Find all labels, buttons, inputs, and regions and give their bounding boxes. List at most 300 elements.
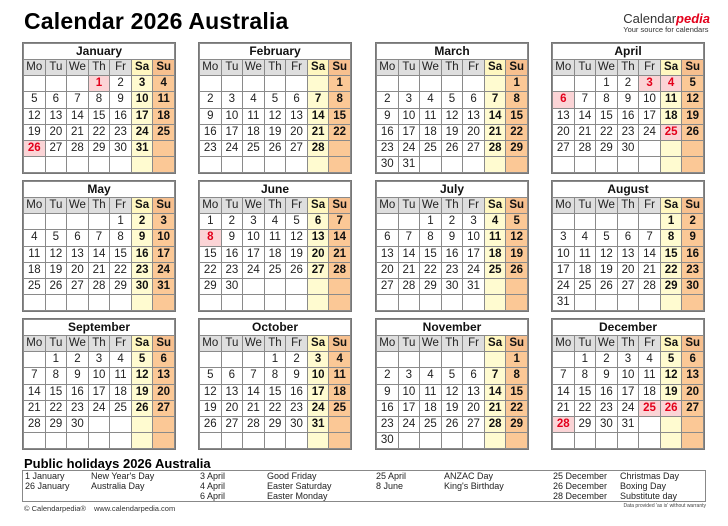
day-cell[interactable]: 31 (398, 157, 420, 173)
day-cell[interactable]: 13 (682, 368, 704, 384)
day-cell[interactable]: 1 (110, 214, 132, 230)
day-cell[interactable]: 7 (243, 368, 265, 384)
day-cell[interactable]: 25 (420, 416, 442, 432)
day-cell[interactable]: 16 (596, 384, 618, 400)
day-cell[interactable]: 31 (131, 140, 153, 156)
day-cell[interactable]: 11 (264, 230, 286, 246)
day-cell[interactable]: 20 (463, 400, 485, 416)
day-cell[interactable]: 13 (463, 108, 485, 124)
day-cell[interactable]: 3 (131, 76, 153, 92)
day-cell[interactable]: 15 (596, 108, 618, 124)
day-cell[interactable]: 18 (24, 262, 46, 278)
day-cell[interactable]: 30 (131, 278, 153, 294)
day-cell[interactable]: 8 (596, 92, 618, 108)
day-cell[interactable]: 1 (574, 352, 596, 368)
day-cell[interactable]: 11 (660, 92, 682, 108)
holiday-day-cell[interactable]: 8 (200, 230, 222, 246)
day-cell[interactable]: 20 (463, 124, 485, 140)
day-cell[interactable]: 8 (420, 230, 442, 246)
day-cell[interactable]: 9 (221, 230, 243, 246)
day-cell[interactable]: 6 (307, 214, 329, 230)
day-cell[interactable]: 27 (377, 278, 399, 294)
day-cell[interactable]: 11 (329, 368, 351, 384)
day-cell[interactable]: 14 (24, 384, 46, 400)
day-cell[interactable]: 9 (377, 384, 399, 400)
day-cell[interactable]: 30 (286, 416, 308, 432)
day-cell[interactable]: 7 (329, 214, 351, 230)
day-cell[interactable]: 30 (596, 416, 618, 432)
day-cell[interactable]: 30 (377, 157, 399, 173)
day-cell[interactable]: 31 (617, 416, 639, 432)
day-cell[interactable]: 24 (153, 262, 175, 278)
day-cell[interactable]: 27 (682, 400, 704, 416)
day-cell[interactable]: 4 (420, 92, 442, 108)
day-cell[interactable]: 3 (398, 368, 420, 384)
day-cell[interactable]: 22 (660, 262, 682, 278)
day-cell[interactable]: 1 (596, 76, 618, 92)
day-cell[interactable]: 6 (221, 368, 243, 384)
day-cell[interactable]: 8 (660, 230, 682, 246)
day-cell[interactable]: 15 (506, 108, 528, 124)
day-cell[interactable]: 3 (153, 214, 175, 230)
day-cell[interactable]: 18 (329, 384, 351, 400)
day-cell[interactable]: 16 (67, 384, 89, 400)
holiday-day-cell[interactable]: 25 (639, 400, 661, 416)
day-cell[interactable]: 28 (243, 416, 265, 432)
day-cell[interactable]: 14 (67, 108, 89, 124)
day-cell[interactable]: 14 (484, 384, 506, 400)
day-cell[interactable]: 7 (484, 368, 506, 384)
day-cell[interactable]: 3 (398, 92, 420, 108)
day-cell[interactable]: 19 (286, 246, 308, 262)
day-cell[interactable]: 16 (617, 108, 639, 124)
day-cell[interactable]: 18 (243, 124, 265, 140)
day-cell[interactable]: 27 (286, 140, 308, 156)
day-cell[interactable]: 9 (617, 92, 639, 108)
day-cell[interactable]: 22 (264, 400, 286, 416)
day-cell[interactable]: 11 (639, 368, 661, 384)
day-cell[interactable]: 20 (45, 124, 67, 140)
day-cell[interactable]: 5 (24, 92, 46, 108)
day-cell[interactable]: 27 (307, 262, 329, 278)
day-cell[interactable]: 2 (596, 352, 618, 368)
day-cell[interactable]: 17 (307, 384, 329, 400)
day-cell[interactable]: 11 (484, 230, 506, 246)
day-cell[interactable]: 22 (329, 124, 351, 140)
day-cell[interactable]: 25 (24, 278, 46, 294)
day-cell[interactable]: 31 (307, 416, 329, 432)
day-cell[interactable]: 8 (506, 368, 528, 384)
day-cell[interactable]: 2 (200, 92, 222, 108)
day-cell[interactable]: 5 (45, 230, 67, 246)
day-cell[interactable]: 6 (682, 352, 704, 368)
day-cell[interactable]: 4 (420, 368, 442, 384)
day-cell[interactable]: 21 (24, 400, 46, 416)
day-cell[interactable]: 11 (153, 92, 175, 108)
day-cell[interactable]: 18 (110, 384, 132, 400)
day-cell[interactable]: 18 (484, 246, 506, 262)
day-cell[interactable]: 21 (67, 124, 89, 140)
day-cell[interactable]: 29 (45, 416, 67, 432)
day-cell[interactable]: 14 (88, 246, 110, 262)
day-cell[interactable]: 26 (596, 278, 618, 294)
day-cell[interactable]: 30 (110, 140, 132, 156)
day-cell[interactable]: 13 (377, 246, 399, 262)
day-cell[interactable]: 9 (286, 368, 308, 384)
day-cell[interactable]: 12 (660, 368, 682, 384)
day-cell[interactable]: 13 (307, 230, 329, 246)
calendarpedia-logo[interactable] (623, 12, 710, 34)
day-cell[interactable]: 3 (553, 230, 575, 246)
day-cell[interactable]: 26 (286, 262, 308, 278)
day-cell[interactable]: 15 (110, 246, 132, 262)
day-cell[interactable]: 23 (200, 140, 222, 156)
day-cell[interactable]: 22 (88, 124, 110, 140)
day-cell[interactable]: 24 (131, 124, 153, 140)
day-cell[interactable]: 26 (506, 262, 528, 278)
day-cell[interactable]: 19 (264, 124, 286, 140)
day-cell[interactable]: 29 (574, 416, 596, 432)
day-cell[interactable]: 7 (639, 230, 661, 246)
day-cell[interactable]: 27 (617, 278, 639, 294)
day-cell[interactable]: 19 (24, 124, 46, 140)
day-cell[interactable]: 18 (574, 262, 596, 278)
day-cell[interactable]: 17 (553, 262, 575, 278)
day-cell[interactable]: 8 (45, 368, 67, 384)
day-cell[interactable]: 23 (617, 124, 639, 140)
day-cell[interactable]: 1 (264, 352, 286, 368)
day-cell[interactable]: 18 (420, 124, 442, 140)
day-cell[interactable]: 20 (221, 400, 243, 416)
day-cell[interactable]: 28 (329, 262, 351, 278)
day-cell[interactable]: 15 (574, 384, 596, 400)
holiday-day-cell[interactable]: 3 (639, 76, 661, 92)
day-cell[interactable]: 13 (45, 108, 67, 124)
day-cell[interactable]: 7 (307, 92, 329, 108)
day-cell[interactable]: 26 (682, 124, 704, 140)
day-cell[interactable]: 12 (441, 384, 463, 400)
day-cell[interactable]: 27 (221, 416, 243, 432)
day-cell[interactable]: 16 (377, 124, 399, 140)
day-cell[interactable]: 5 (660, 352, 682, 368)
day-cell[interactable]: 5 (131, 352, 153, 368)
day-cell[interactable]: 4 (639, 352, 661, 368)
day-cell[interactable]: 17 (131, 108, 153, 124)
day-cell[interactable]: 19 (131, 384, 153, 400)
day-cell[interactable]: 24 (463, 262, 485, 278)
day-cell[interactable]: 8 (574, 368, 596, 384)
day-cell[interactable]: 4 (574, 230, 596, 246)
day-cell[interactable]: 5 (682, 76, 704, 92)
day-cell[interactable]: 17 (153, 246, 175, 262)
day-cell[interactable]: 20 (617, 262, 639, 278)
day-cell[interactable]: 20 (153, 384, 175, 400)
day-cell[interactable]: 3 (617, 352, 639, 368)
day-cell[interactable]: 24 (398, 416, 420, 432)
day-cell[interactable]: 21 (553, 400, 575, 416)
day-cell[interactable]: 1 (329, 76, 351, 92)
day-cell[interactable]: 29 (596, 140, 618, 156)
day-cell[interactable]: 18 (264, 246, 286, 262)
day-cell[interactable]: 21 (329, 246, 351, 262)
day-cell[interactable]: 24 (553, 278, 575, 294)
day-cell[interactable]: 5 (200, 368, 222, 384)
day-cell[interactable]: 21 (307, 124, 329, 140)
day-cell[interactable]: 19 (441, 124, 463, 140)
day-cell[interactable]: 17 (617, 384, 639, 400)
day-cell[interactable]: 29 (506, 416, 528, 432)
day-cell[interactable]: 15 (45, 384, 67, 400)
day-cell[interactable]: 20 (682, 384, 704, 400)
day-cell[interactable]: 3 (307, 352, 329, 368)
day-cell[interactable]: 12 (264, 108, 286, 124)
day-cell[interactable]: 13 (463, 384, 485, 400)
day-cell[interactable]: 7 (24, 368, 46, 384)
day-cell[interactable]: 19 (45, 262, 67, 278)
day-cell[interactable]: 19 (506, 246, 528, 262)
day-cell[interactable]: 31 (553, 295, 575, 311)
day-cell[interactable]: 21 (574, 124, 596, 140)
day-cell[interactable]: 19 (441, 400, 463, 416)
day-cell[interactable]: 30 (67, 416, 89, 432)
day-cell[interactable]: 5 (441, 92, 463, 108)
day-cell[interactable]: 31 (153, 278, 175, 294)
day-cell[interactable]: 28 (307, 140, 329, 156)
day-cell[interactable]: 22 (110, 262, 132, 278)
day-cell[interactable]: 16 (110, 108, 132, 124)
day-cell[interactable]: 7 (553, 368, 575, 384)
day-cell[interactable]: 23 (286, 400, 308, 416)
day-cell[interactable]: 6 (67, 230, 89, 246)
day-cell[interactable]: 10 (553, 246, 575, 262)
day-cell[interactable]: 4 (264, 214, 286, 230)
day-cell[interactable]: 23 (221, 262, 243, 278)
day-cell[interactable]: 18 (153, 108, 175, 124)
day-cell[interactable]: 27 (463, 140, 485, 156)
day-cell[interactable]: 11 (110, 368, 132, 384)
website-link[interactable]: www.calendarpedia.com (93, 504, 176, 513)
day-cell[interactable]: 2 (617, 76, 639, 92)
holiday-day-cell[interactable]: 26 (24, 140, 46, 156)
day-cell[interactable]: 8 (329, 92, 351, 108)
day-cell[interactable]: 30 (441, 278, 463, 294)
day-cell[interactable]: 6 (45, 92, 67, 108)
day-cell[interactable]: 20 (286, 124, 308, 140)
day-cell[interactable]: 29 (420, 278, 442, 294)
day-cell[interactable]: 26 (264, 140, 286, 156)
day-cell[interactable]: 25 (329, 400, 351, 416)
day-cell[interactable]: 21 (639, 262, 661, 278)
day-cell[interactable]: 5 (264, 92, 286, 108)
day-cell[interactable]: 6 (377, 230, 399, 246)
holiday-day-cell[interactable]: 28 (553, 416, 575, 432)
day-cell[interactable]: 25 (420, 140, 442, 156)
day-cell[interactable]: 8 (88, 92, 110, 108)
day-cell[interactable]: 21 (243, 400, 265, 416)
day-cell[interactable]: 14 (307, 108, 329, 124)
day-cell[interactable]: 1 (506, 76, 528, 92)
day-cell[interactable]: 16 (682, 246, 704, 262)
day-cell[interactable]: 25 (574, 278, 596, 294)
day-cell[interactable]: 16 (131, 246, 153, 262)
day-cell[interactable]: 25 (484, 262, 506, 278)
day-cell[interactable]: 13 (553, 108, 575, 124)
day-cell[interactable]: 19 (596, 262, 618, 278)
day-cell[interactable]: 2 (110, 76, 132, 92)
holiday-day-cell[interactable]: 26 (660, 400, 682, 416)
day-cell[interactable]: 5 (441, 368, 463, 384)
day-cell[interactable]: 30 (617, 140, 639, 156)
day-cell[interactable]: 28 (484, 140, 506, 156)
day-cell[interactable]: 9 (682, 230, 704, 246)
day-cell[interactable]: 8 (264, 368, 286, 384)
day-cell[interactable]: 16 (221, 246, 243, 262)
day-cell[interactable]: 8 (506, 92, 528, 108)
day-cell[interactable]: 3 (463, 214, 485, 230)
day-cell[interactable]: 10 (131, 92, 153, 108)
day-cell[interactable]: 9 (377, 108, 399, 124)
day-cell[interactable]: 25 (110, 400, 132, 416)
day-cell[interactable]: 11 (420, 384, 442, 400)
day-cell[interactable]: 11 (420, 108, 442, 124)
day-cell[interactable]: 14 (484, 108, 506, 124)
day-cell[interactable]: 16 (441, 246, 463, 262)
day-cell[interactable]: 13 (617, 246, 639, 262)
day-cell[interactable]: 30 (221, 278, 243, 294)
day-cell[interactable]: 5 (286, 214, 308, 230)
day-cell[interactable]: 17 (398, 400, 420, 416)
day-cell[interactable]: 28 (398, 278, 420, 294)
holiday-day-cell[interactable]: 25 (660, 124, 682, 140)
day-cell[interactable]: 10 (307, 368, 329, 384)
day-cell[interactable]: 19 (660, 384, 682, 400)
day-cell[interactable]: 12 (682, 92, 704, 108)
day-cell[interactable]: 7 (88, 230, 110, 246)
day-cell[interactable]: 22 (596, 124, 618, 140)
day-cell[interactable]: 9 (67, 368, 89, 384)
day-cell[interactable]: 15 (660, 246, 682, 262)
day-cell[interactable]: 22 (200, 262, 222, 278)
day-cell[interactable]: 26 (441, 416, 463, 432)
day-cell[interactable]: 18 (639, 384, 661, 400)
day-cell[interactable]: 23 (377, 140, 399, 156)
day-cell[interactable]: 10 (243, 230, 265, 246)
day-cell[interactable]: 4 (243, 92, 265, 108)
day-cell[interactable]: 23 (441, 262, 463, 278)
day-cell[interactable]: 13 (286, 108, 308, 124)
day-cell[interactable]: 5 (596, 230, 618, 246)
day-cell[interactable]: 4 (329, 352, 351, 368)
day-cell[interactable]: 9 (441, 230, 463, 246)
day-cell[interactable]: 10 (398, 384, 420, 400)
day-cell[interactable]: 8 (110, 230, 132, 246)
day-cell[interactable]: 24 (639, 124, 661, 140)
day-cell[interactable]: 18 (420, 400, 442, 416)
day-cell[interactable]: 25 (264, 262, 286, 278)
day-cell[interactable]: 2 (377, 368, 399, 384)
day-cell[interactable]: 2 (377, 92, 399, 108)
day-cell[interactable]: 25 (243, 140, 265, 156)
day-cell[interactable]: 24 (88, 400, 110, 416)
day-cell[interactable]: 6 (617, 230, 639, 246)
day-cell[interactable]: 2 (682, 214, 704, 230)
day-cell[interactable]: 2 (286, 352, 308, 368)
day-cell[interactable]: 18 (660, 108, 682, 124)
day-cell[interactable]: 21 (88, 262, 110, 278)
day-cell[interactable]: 14 (329, 230, 351, 246)
day-cell[interactable]: 27 (463, 416, 485, 432)
day-cell[interactable]: 29 (200, 278, 222, 294)
day-cell[interactable]: 7 (574, 92, 596, 108)
day-cell[interactable]: 17 (639, 108, 661, 124)
day-cell[interactable]: 13 (67, 246, 89, 262)
day-cell[interactable]: 29 (88, 140, 110, 156)
day-cell[interactable]: 5 (506, 214, 528, 230)
day-cell[interactable]: 2 (221, 214, 243, 230)
day-cell[interactable]: 28 (574, 140, 596, 156)
day-cell[interactable]: 12 (200, 384, 222, 400)
day-cell[interactable]: 15 (88, 108, 110, 124)
day-cell[interactable]: 23 (377, 416, 399, 432)
day-cell[interactable]: 9 (131, 230, 153, 246)
day-cell[interactable]: 16 (286, 384, 308, 400)
day-cell[interactable]: 14 (639, 246, 661, 262)
day-cell[interactable]: 15 (329, 108, 351, 124)
day-cell[interactable]: 26 (441, 140, 463, 156)
day-cell[interactable]: 14 (553, 384, 575, 400)
day-cell[interactable]: 16 (377, 400, 399, 416)
day-cell[interactable]: 29 (264, 416, 286, 432)
day-cell[interactable]: 4 (110, 352, 132, 368)
day-cell[interactable]: 25 (153, 124, 175, 140)
day-cell[interactable]: 24 (243, 262, 265, 278)
day-cell[interactable]: 30 (377, 433, 399, 449)
day-cell[interactable]: 22 (506, 400, 528, 416)
day-cell[interactable]: 28 (484, 416, 506, 432)
day-cell[interactable]: 26 (131, 400, 153, 416)
day-cell[interactable]: 12 (441, 108, 463, 124)
day-cell[interactable]: 29 (506, 140, 528, 156)
day-cell[interactable]: 28 (67, 140, 89, 156)
day-cell[interactable]: 13 (221, 384, 243, 400)
day-cell[interactable]: 28 (24, 416, 46, 432)
day-cell[interactable]: 23 (131, 262, 153, 278)
day-cell[interactable]: 27 (553, 140, 575, 156)
day-cell[interactable]: 16 (200, 124, 222, 140)
day-cell[interactable]: 9 (200, 108, 222, 124)
day-cell[interactable]: 30 (682, 278, 704, 294)
day-cell[interactable]: 15 (420, 246, 442, 262)
day-cell[interactable]: 20 (553, 124, 575, 140)
day-cell[interactable]: 24 (307, 400, 329, 416)
day-cell[interactable]: 1 (506, 352, 528, 368)
day-cell[interactable]: 7 (484, 92, 506, 108)
day-cell[interactable]: 24 (617, 400, 639, 416)
day-cell[interactable]: 19 (682, 108, 704, 124)
day-cell[interactable]: 21 (398, 262, 420, 278)
day-cell[interactable]: 3 (221, 92, 243, 108)
day-cell[interactable]: 1 (200, 214, 222, 230)
day-cell[interactable]: 4 (153, 76, 175, 92)
day-cell[interactable]: 28 (639, 278, 661, 294)
day-cell[interactable]: 17 (243, 246, 265, 262)
day-cell[interactable]: 10 (153, 230, 175, 246)
day-cell[interactable]: 1 (45, 352, 67, 368)
day-cell[interactable]: 17 (463, 246, 485, 262)
day-cell[interactable]: 12 (131, 368, 153, 384)
day-cell[interactable]: 31 (463, 278, 485, 294)
day-cell[interactable]: 10 (639, 92, 661, 108)
